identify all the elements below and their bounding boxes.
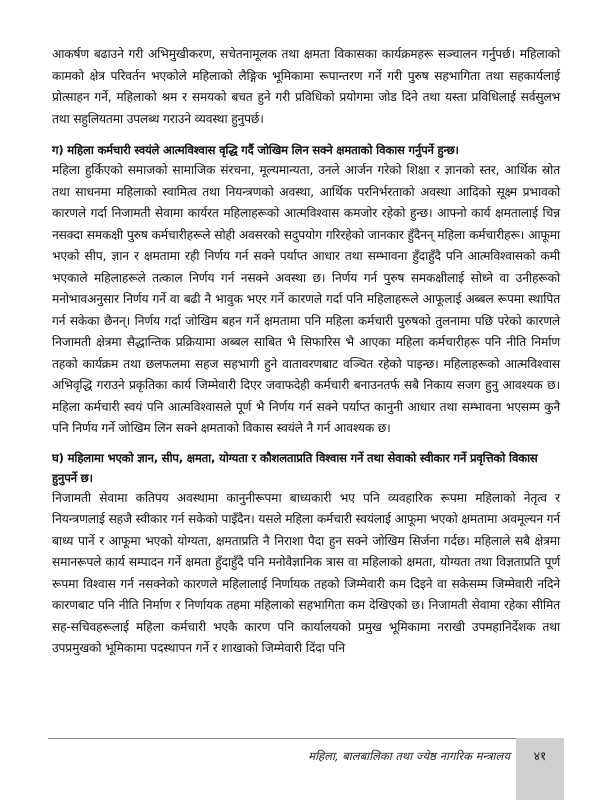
page-number-tab bbox=[516, 738, 564, 800]
footer-ministry-name: महिला, बालबालिका तथा ज्येष्ठ नागरिक मन्त्रालय bbox=[308, 749, 510, 763]
page-number: ४१ bbox=[533, 749, 547, 763]
footer-divider bbox=[48, 738, 518, 739]
section-g-paragraph: महिला हुर्किएको समाजको सामाजिक संरचना, मूल्यमान्यता, उनले आर्जन गरेको शिक्षा र ज्ञानको स्तर, आर्थिक स्रोत तथा साधनमा महिलाको स्वामित्व तथा नियन्त्रणको अवस्था, आर्थिक परनिर्भरताको अवस्था आदिको सूक्ष्म प्रभावको कारणले गर्दा निजामती सेवामा कार्यरत महिलाहरूको आत्मविश्वास कमजोर रहेको हुन्छ। आफ्नो कार्य क्षमतालाई चिन्न नसक्दा समकक्षी पुरुष कर्मचारीहरूले सोही अवसरको सदुपयोग गरिरहेको जानकार हुँदैनन् महिला कर्मचारीहरू। आफूमा भएको सीप, ज्ञान र क्षमतामा रही निर्णय गर्न सक्ने पर्याप्त आधार तथा सम्भावना हुँदाहुँदै पनि आत्मविश्वासको कमी भएकाले महिलाहरूले तत्काल निर्णय गर्न नसक्ने अवस्था छ। निर्णय गर्न पुरुष समकक्षीलाई सोध्ने वा उनीहरूको मनोभावअनुसार निर्णय गर्ने वा बढी नै भावुक भएर गर्ने कारणले गर्दा पनि महिलाहरूले आफूलाई अब्बल रूपमा स्थापित गर्न सकेका छैनन्। निर्णय गर्दा जोखिम बहन गर्ने क्षमतामा पनि महिला कर्मचारी पुरुषको तुलनामा पछि परेको कारणले निजामती क्षेत्रमा सैद्धान्तिक प्रक्रियामा अब्बल साबित भै सिफारिस भै आएका महिला कर्मचारीहरू पनि नीति निर्माण तहको कार्यक्रम तथा छलफलमा सहज सहभागी हुने वातावरणबाट वञ्चित रहेको पाइन्छ। महिलाहरूको आत्मविश्वास अभिवृद्धि गराउने प्रकृतिका कार्य जिम्मेवारी दिएर जवाफदेही कर्मचारी बनाउनतर्फ सबै निकाय सजग हुनु आवश्यक छ। महिला कर्मचारी स्वयं पनि आत्मविश्वासले पूर्ण भै निर्णय गर्न सक्ने पर्याप्त कानुनी आधार तथा सम्भावना भएसम्म कुनै पनि निर्णय गर्ने जोखिम लिन सक्ने क्षमताको विकास स्वयंले नै गर्न आवश्यक छ। bbox=[52, 163, 560, 435]
intro-paragraph: आकर्षण बढाउने गरी अभिमुखीकरण, सचेतनामूलक तथा क्षमता विकासका कार्यक्रमहरू सञ्चालन गर्नुपर्छ। महिलाको कामको क्षेत्र परिवर्तन भएकोले महिलाको लैङ्गिक भूमिकामा रूपान्तरण गर्ने गरी पुरुष सहभागिता तथा सहकार्यलाई प्रोत्साहन गर्ने, महिलाको श्रम र समयको बचत हुने गरी प्रविधिको प्रयोगमा जोड दिने तथा यस्ता प्रविधिलाई सर्वसुलभ तथा सहुलियतमा उपलब्ध गराउने व्यवस्था हुनुपर्छ। bbox=[52, 47, 560, 126]
section-gh-heading: घ) महिलामा भएको ज्ञान, सीप, क्षमता, योग्यता र कौशलताप्रति विश्वास गर्ने तथा सेवाको स्वीकार गर्ने प्रवृत्तिको विकास हुनुपर्ने छ। bbox=[52, 450, 538, 485]
page-body bbox=[52, 44, 560, 660]
section-gh-paragraph: निजामती सेवामा कतिपय अवस्थामा कानुनीरूपमा बाध्यकारी भए पनि व्यवहारिक रूपमा महिलाको नेतृत्व र नियन्त्रणलाई सहजै स्वीकार गर्न सकेको पाइँदैन। यसले महिला कर्मचारी स्वयंलाई आफूमा भएको क्षमतामा अवमूल्यन गर्न बाध्य पार्ने र आफूमा भएको योग्यता, क्षमताप्रति नै निराशा पैदा हुन सक्ने जोखिम सिर्जना गर्दछ। महिलाले सबै क्षेत्रमा समानरूपले कार्य सम्पादन गर्ने क्षमता हुँदाहुँदै पनि मनोवैज्ञानिक त्रास वा महिलाको क्षमता, योग्यता तथा विज्ञताप्रति पूर्ण रूपमा विश्वास गर्न नसक्नेको कारणले महिलालाई निर्णायक तहको जिम्मेवारी कम दिइने वा सकेसम्म जिम्मेवारी नदिने कारणबाट पनि नीति निर्माण र निर्णायक तहमा महिलाको सहभागिता कम देखिएको छ। निजामती सेवामा रहेका सीमित सह-सचिवहरूलाई महिला कर्मचारी भएकै कारण पनि कार्यालयको प्रमुख भूमिकामा नराखी उपमहानिर्देशक तथा उपप्रमुखको भूमिकामा पदस्थापन गर्ने र शाखाको जिम्मेवारी दिंदा पनि bbox=[52, 490, 560, 655]
section-g-heading: ग) महिला कर्मचारी स्वयंले आत्मविश्वास वृद्धि गर्दै जोखिम लिन सक्ने क्षमताको विकास गर्नुपर्ने हुन्छ। bbox=[52, 143, 459, 157]
